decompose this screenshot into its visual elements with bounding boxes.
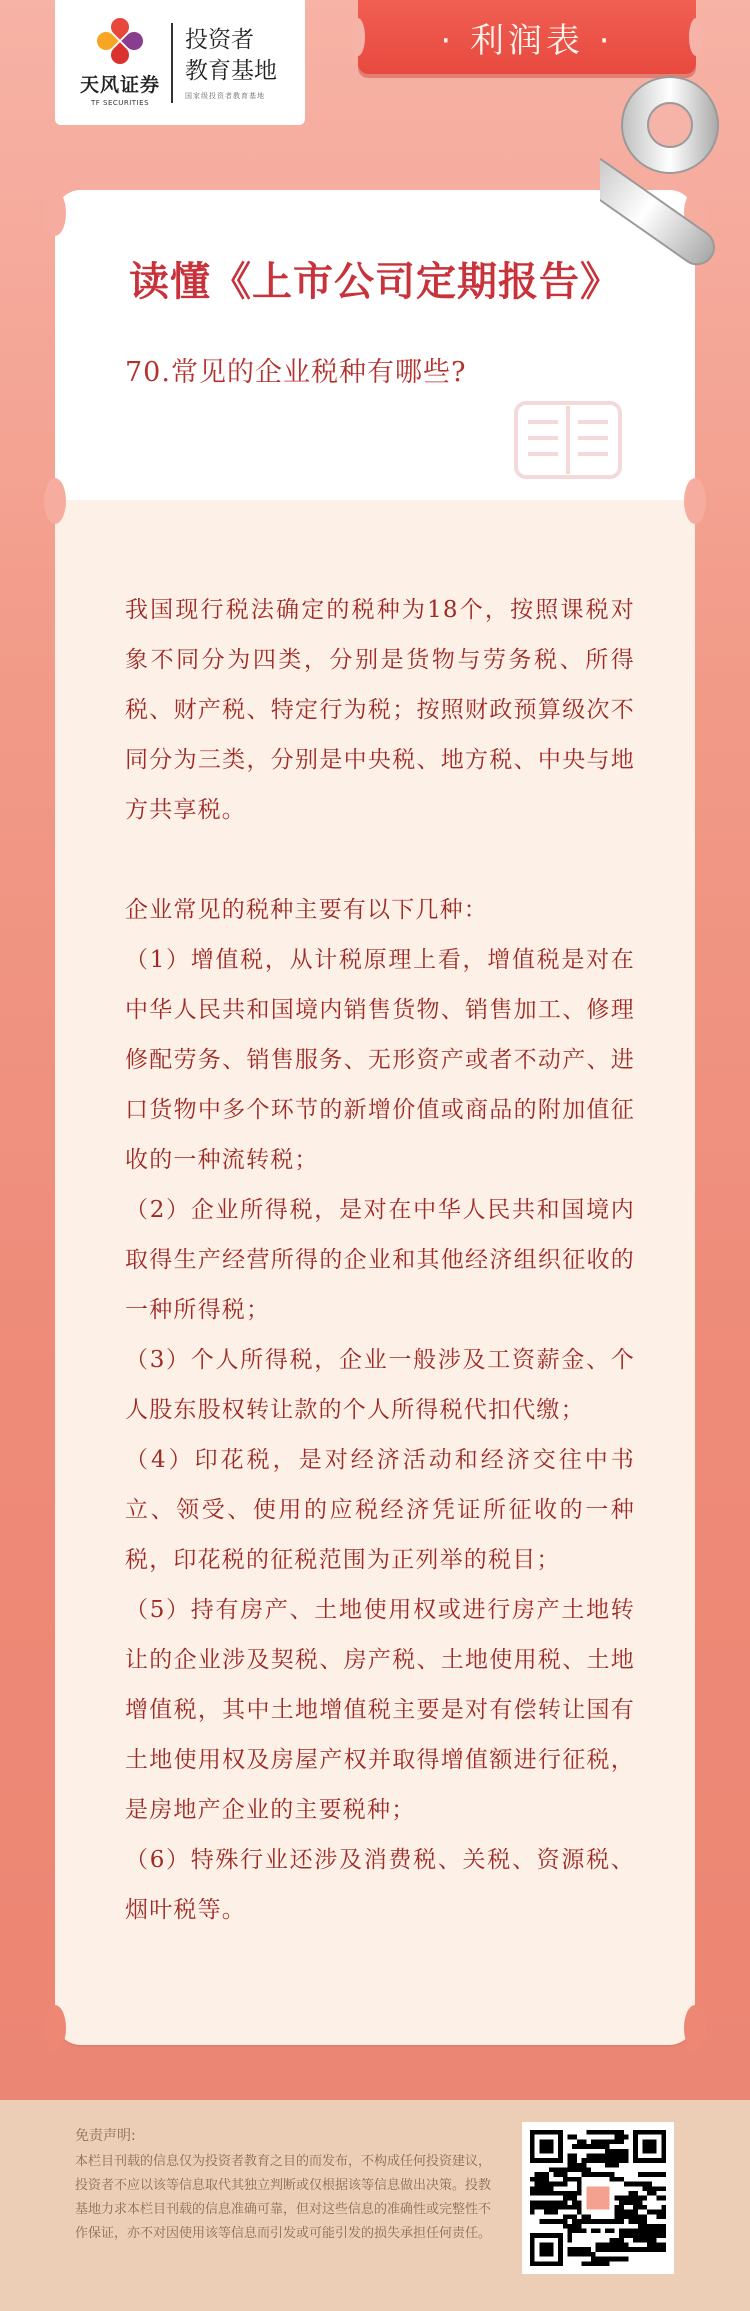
disclaimer-text: 本栏目刊载的信息仅为投资者教育之目的而发布，不构成任何投资建议，投资者不应以该等信息取代其独立判断或仅根据该等信息做出决策。投教基地力求本栏目刊载的信息准确可靠，但对这些信息的准确性或完整性不作保证，亦不对因使用该等信息而引发或可能引发的损失承担任何责任。 (75, 2154, 492, 2241)
article-body (125, 585, 635, 1935)
paragraph-item: （3）个人所得税，企业一般涉及工资薪金、个人股东股权转让款的个人所得税代扣代缴； (125, 1347, 635, 1423)
paragraph-list-intro: 企业常见的税种主要有以下几种： (125, 897, 488, 923)
brand-name-cn: 天风证券 (79, 74, 160, 96)
paragraph-item: （6）特殊行业还涉及消费税、关税、资源税、烟叶税等。 (125, 1847, 635, 1923)
question-heading: 70.常见的企业税种有哪些? (125, 357, 467, 388)
brand-mark (75, 18, 165, 107)
section-tag (358, 0, 696, 74)
page-title: 读懂《上市公司定期报告》 (129, 259, 621, 305)
base-subtitle: 国家级投资者教育基地 (185, 91, 265, 100)
paragraph-intro: 我国现行税法确定的税种为18个，按照课税对象不同分为四类，分别是货物与劳务税、所得税、财产税、特定行为税；按照财政预算级次不同分为三类，分别是中央税、地方税、中央与地方共享税。 (125, 597, 635, 823)
paragraph-item: （5）持有房产、土地使用权或进行房产土地转让的企业涉及契税、房产税、土地使用税、土地增值税，其中土地增值税主要是对有偿转让国有土地使用权及房屋产权并取得增值额进行征税，是房地产企业的主要税种； (125, 1597, 635, 1823)
content-card (55, 190, 695, 2045)
book-watermark-icon (513, 400, 623, 480)
paragraph-item: （1）增值税，从计税原理上看，增值税是对在中华人民共和国境内销售货物、销售加工、修理修配劳务、销售服务、无形资产或者不动产、进口货物中多个环节的新增价值或商品的附加值征收的一种流转税； (125, 947, 635, 1173)
base-name (185, 25, 277, 101)
qr-code[interactable] (522, 2122, 674, 2274)
flower-logo-icon (97, 18, 143, 64)
brand-logo-box (55, 0, 305, 125)
card-notch (684, 2005, 706, 2051)
card-notch (44, 478, 66, 524)
section-tag-label: · 利润表 · (440, 20, 614, 61)
card-notch (44, 2005, 66, 2051)
paragraph-item: （4）印花税，是对经济活动和经济交往中书立、领受、使用的应税经济凭证所征收的一种税，印花税的征税范围为正列举的税目； (125, 1447, 635, 1573)
logo-divider (171, 23, 173, 103)
paper-clip-icon (600, 75, 740, 305)
footer (0, 2100, 750, 2311)
base-name-line1: 投资者 (185, 26, 254, 53)
disclaimer-title: 免责声明: (75, 2128, 136, 2144)
card-header (55, 190, 695, 500)
card-notch (684, 478, 706, 524)
base-name-line2: 教育基地 (185, 57, 277, 84)
paragraph-item: （2）企业所得税，是对在中华人民共和国境内取得生产经营所得的企业和其他经济组织征收的一种所得税； (125, 1197, 635, 1323)
card-notch (44, 190, 66, 236)
brand-name-en: TF SECURITIES (90, 99, 150, 107)
qr-code-icon (530, 2130, 666, 2266)
